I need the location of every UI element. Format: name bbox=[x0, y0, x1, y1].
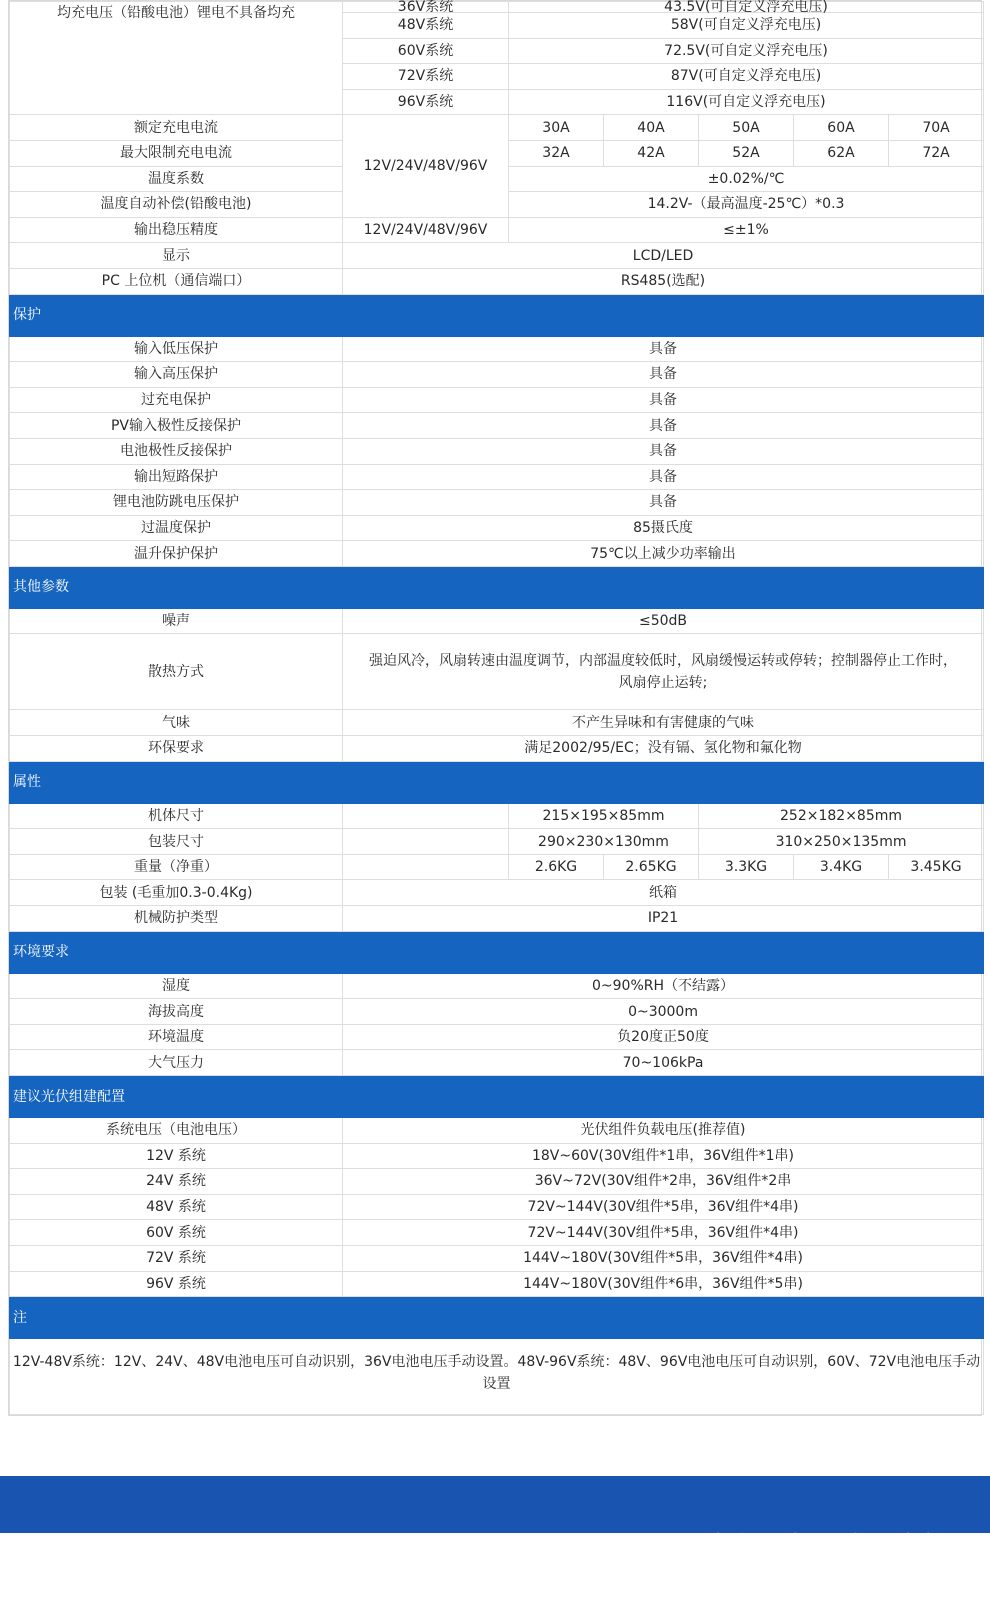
precision-row bbox=[10, 217, 984, 243]
section-title: 其他参数 bbox=[10, 566, 984, 608]
precision-label: 输出稳压精度 bbox=[10, 217, 343, 243]
max-current-value: 32A bbox=[509, 140, 604, 166]
eq-sys: 96V系统 bbox=[343, 89, 509, 115]
row-value: 72V~144V(30V组件*5串，36V组件*4串) bbox=[343, 1220, 984, 1246]
eq-val: 72.5V(可自定义浮充电压) bbox=[509, 38, 984, 64]
next-section-banner bbox=[0, 1476, 990, 1595]
pv-row bbox=[10, 1194, 984, 1220]
row-label: 12V 系统 bbox=[10, 1143, 343, 1169]
row-label: 海拔高度 bbox=[10, 999, 343, 1025]
smell-label: 气味 bbox=[10, 710, 343, 736]
row-label: 72V 系统 bbox=[10, 1245, 343, 1271]
temp-coef-value: ±0.02%/℃ bbox=[509, 166, 984, 192]
row-value: 具备 bbox=[343, 464, 984, 490]
pv-row bbox=[10, 1169, 984, 1195]
banner-title: 24-50A/40~100A 技术参数 bbox=[70, 1530, 956, 1595]
row-label: 过温度保护 bbox=[10, 515, 343, 541]
pv-row bbox=[10, 1220, 984, 1246]
box-label: 包装 (毛重加0.3-0.4Kg) bbox=[10, 880, 343, 906]
noise-row bbox=[10, 608, 984, 634]
protection-row bbox=[10, 541, 984, 567]
max-current-label: 最大限制充电电流 bbox=[10, 140, 343, 166]
section-title: 环境要求 bbox=[10, 931, 984, 973]
environment-row bbox=[10, 1024, 984, 1050]
pv-row bbox=[10, 1271, 984, 1297]
ip-label: 机械防护类型 bbox=[10, 906, 343, 932]
section-header-attr bbox=[10, 761, 984, 803]
pack-value: 310×250×135mm bbox=[699, 829, 984, 855]
row-value: 具备 bbox=[343, 387, 984, 413]
row-value: 70~106kPa bbox=[343, 1050, 984, 1076]
pack-row bbox=[10, 829, 984, 855]
row-label: 温升保护保护 bbox=[10, 541, 343, 567]
row-label: 大气压力 bbox=[10, 1050, 343, 1076]
pc-value: RS485(选配) bbox=[343, 268, 984, 294]
max-current-value: 42A bbox=[604, 140, 699, 166]
env-label: 环保要求 bbox=[10, 736, 343, 762]
section-header-environment bbox=[10, 931, 984, 973]
display-label: 显示 bbox=[10, 243, 343, 269]
section-title: 建议光伏组建配置 bbox=[10, 1076, 984, 1118]
row-label: 输入低压保护 bbox=[10, 336, 343, 362]
protection-row bbox=[10, 362, 984, 388]
eq-label: 均充电压（铅酸电池）锂电不具备均充 bbox=[10, 2, 343, 115]
display-value: LCD/LED bbox=[343, 243, 984, 269]
temp-comp-label: 温度自动补偿(铅酸电池) bbox=[10, 192, 343, 218]
rated-current-value: 40A bbox=[604, 115, 699, 141]
row-label: 过充电保护 bbox=[10, 387, 343, 413]
note-row bbox=[10, 1339, 984, 1415]
pack-value: 290×230×130mm bbox=[509, 829, 699, 855]
ip-row bbox=[10, 906, 984, 932]
row-value: 18V~60V(30V组件*1串，36V组件*1串) bbox=[343, 1143, 984, 1169]
size-label: 机体尺寸 bbox=[10, 803, 343, 829]
eq-row-cut bbox=[10, 2, 984, 13]
row-value: 144V~180V(30V组件*6串，36V组件*5串) bbox=[343, 1271, 984, 1297]
pack-label: 包装尺寸 bbox=[10, 829, 343, 855]
size-value: 215×195×85mm bbox=[509, 803, 699, 829]
protection-row bbox=[10, 438, 984, 464]
max-current-value: 72A bbox=[889, 140, 984, 166]
eq-val: 116V(可自定义浮充电压) bbox=[509, 89, 984, 115]
cooling-label: 散热方式 bbox=[10, 634, 343, 710]
cooling-value: 强迫风冷，风扇转速由温度调节，内部温度较低时，风扇缓慢运转或停转；控制器停止工作时，风扇停止运转; bbox=[343, 634, 984, 710]
row-label: 锂电池防跳电压保护 bbox=[10, 490, 343, 516]
eq-sys: 72V系统 bbox=[343, 64, 509, 90]
protection-row bbox=[10, 336, 984, 362]
note-text: 12V-48V系统：12V、24V、48V电池电压可自动识别，36V电池电压手动设置。48V-96V系统：48V、96V电池电压可自动识别，60V、72V电池电压手动设置 bbox=[10, 1339, 984, 1415]
rated-current-value: 70A bbox=[889, 115, 984, 141]
section-title: 注 bbox=[10, 1297, 984, 1339]
box-value: 纸箱 bbox=[343, 880, 984, 906]
eq-val: 87V(可自定义浮充电压) bbox=[509, 64, 984, 90]
row-label: 电池极性反接保护 bbox=[10, 438, 343, 464]
protection-row bbox=[10, 464, 984, 490]
section-header-protection bbox=[10, 294, 984, 336]
row-label: 24V 系统 bbox=[10, 1169, 343, 1195]
precision-value: ≤±1% bbox=[509, 217, 984, 243]
pv-row bbox=[10, 1143, 984, 1169]
noise-value: ≤50dB bbox=[343, 608, 984, 634]
charge-systems: 12V/24V/48V/96V bbox=[343, 115, 509, 217]
rated-current-row bbox=[10, 115, 984, 141]
rated-current-value: 30A bbox=[509, 115, 604, 141]
pv-head-label: 系统电压（电池电压） bbox=[10, 1118, 343, 1144]
environment-row bbox=[10, 999, 984, 1025]
row-value: 0~3000m bbox=[343, 999, 984, 1025]
row-label: 48V 系统 bbox=[10, 1194, 343, 1220]
row-label: 输入高压保护 bbox=[10, 362, 343, 388]
size-row bbox=[10, 803, 984, 829]
section-header-other bbox=[10, 566, 984, 608]
row-label: 96V 系统 bbox=[10, 1271, 343, 1297]
row-value: 具备 bbox=[343, 413, 984, 439]
display-row bbox=[10, 243, 984, 269]
eq-sys: 60V系统 bbox=[343, 38, 509, 64]
row-value: 具备 bbox=[343, 490, 984, 516]
section-header-note bbox=[10, 1297, 984, 1339]
row-value: 具备 bbox=[343, 362, 984, 388]
row-label: 输出短路保护 bbox=[10, 464, 343, 490]
row-value: 具备 bbox=[343, 438, 984, 464]
max-current-value: 52A bbox=[699, 140, 794, 166]
cooling-row bbox=[10, 634, 984, 710]
pv-head-row bbox=[10, 1118, 984, 1144]
protection-row bbox=[10, 490, 984, 516]
pc-label: PC 上位机（通信端口） bbox=[10, 268, 343, 294]
weight-value: 3.4KG bbox=[794, 854, 889, 880]
pv-head-value: 光伏组件负载电压(推荐值) bbox=[343, 1118, 984, 1144]
size-value: 252×182×85mm bbox=[699, 803, 984, 829]
weight-row bbox=[10, 854, 984, 880]
weight-value: 2.65KG bbox=[604, 854, 699, 880]
env-value: 满足2002/95/EC；没有镉、氢化物和氟化物 bbox=[343, 736, 984, 762]
protection-row bbox=[10, 387, 984, 413]
row-value: 75℃以上减少功率输出 bbox=[343, 541, 984, 567]
max-current-value: 62A bbox=[794, 140, 889, 166]
eq-sys: 48V系统 bbox=[343, 13, 509, 39]
weight-value: 3.45KG bbox=[889, 854, 984, 880]
row-value: 144V~180V(30V组件*5串，36V组件*4串) bbox=[343, 1245, 984, 1271]
row-label: 60V 系统 bbox=[10, 1220, 343, 1246]
eq-val: 43.5V(可自定义浮充电压) bbox=[509, 2, 984, 13]
box-row bbox=[10, 880, 984, 906]
rated-current-value: 60A bbox=[794, 115, 889, 141]
spec-table bbox=[9, 1, 984, 1415]
row-label: 环境温度 bbox=[10, 1024, 343, 1050]
pc-row bbox=[10, 268, 984, 294]
row-value: 0~90%RH（不结露） bbox=[343, 973, 984, 999]
noise-label: 噪声 bbox=[10, 608, 343, 634]
section-title: 保护 bbox=[10, 294, 984, 336]
row-label: PV输入极性反接保护 bbox=[10, 413, 343, 439]
weight-label: 重量（净重） bbox=[10, 854, 343, 880]
pv-row bbox=[10, 1245, 984, 1271]
row-value: 具备 bbox=[343, 336, 984, 362]
row-value: 85摄氏度 bbox=[343, 515, 984, 541]
precision-systems: 12V/24V/48V/96V bbox=[343, 217, 509, 243]
environment-row bbox=[10, 1050, 984, 1076]
protection-row bbox=[10, 413, 984, 439]
eq-val: 58V(可自定义浮充电压) bbox=[509, 13, 984, 39]
row-value: 72V~144V(30V组件*5串，36V组件*4串) bbox=[343, 1194, 984, 1220]
rated-current-label: 额定充电电流 bbox=[10, 115, 343, 141]
section-header-pv bbox=[10, 1076, 984, 1118]
smell-row bbox=[10, 710, 984, 736]
protection-row bbox=[10, 515, 984, 541]
ip-value: IP21 bbox=[343, 906, 984, 932]
rated-current-value: 50A bbox=[699, 115, 794, 141]
weight-value: 2.6KG bbox=[509, 854, 604, 880]
temp-comp-value: 14.2V-（最高温度-25℃）*0.3 bbox=[509, 192, 984, 218]
temp-coef-label: 温度系数 bbox=[10, 166, 343, 192]
row-value: 负20度正50度 bbox=[343, 1024, 984, 1050]
section-title: 属性 bbox=[10, 761, 984, 803]
weight-value: 3.3KG bbox=[699, 854, 794, 880]
environment-row bbox=[10, 973, 984, 999]
eq-sys: 36V系统 bbox=[343, 2, 509, 13]
spec-sheet bbox=[8, 0, 982, 1416]
row-label: 湿度 bbox=[10, 973, 343, 999]
row-value: 36V~72V(30V组件*2串，36V组件*2串 bbox=[343, 1169, 984, 1195]
smell-value: 不产生异味和有害健康的气味 bbox=[343, 710, 984, 736]
env-row bbox=[10, 736, 984, 762]
